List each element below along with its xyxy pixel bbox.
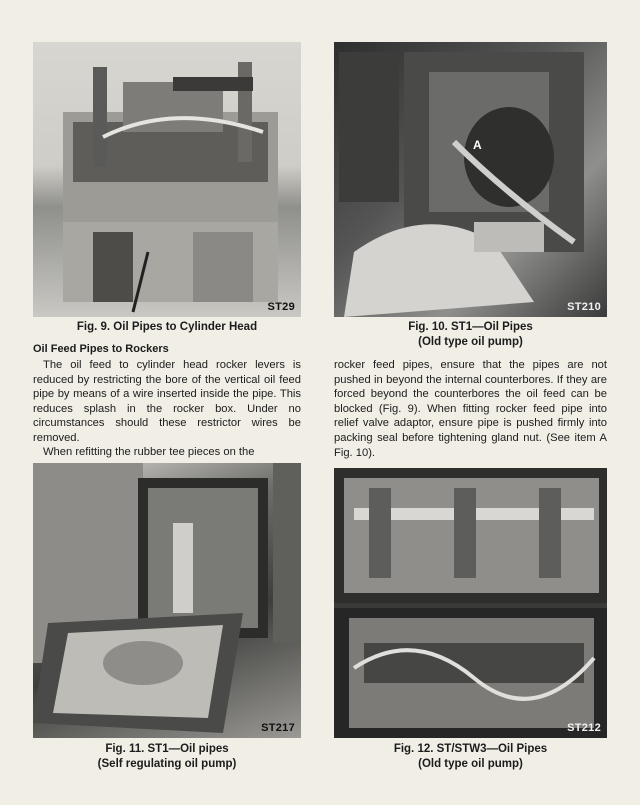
section-heading: Oil Feed Pipes to Rockers: [33, 343, 169, 355]
fig9-photo: [33, 42, 301, 317]
fig11-caption-line2: (Self regulating oil pump): [97, 758, 237, 770]
fig11-illustration: [33, 463, 301, 738]
fig9-illustration: [33, 42, 301, 317]
fig9-tag: ST29: [267, 301, 295, 313]
fig10-illustration: [334, 42, 607, 317]
fig12-tag: ST212: [567, 722, 601, 734]
fig10-caption-line1: Fig. 10. ST1—Oil Pipes: [408, 321, 533, 333]
fig11-tag: ST217: [261, 722, 295, 734]
fig12-caption-line1: Fig. 12. ST/STW3—Oil Pipes: [393, 743, 548, 755]
fig10-caption-line2: (Old type oil pump): [418, 336, 523, 348]
fig12-photo: [334, 468, 607, 738]
paragraph-1-text: The oil feed to cylinder head rocker levers is reduced by restricting the bore of the vertical oil feed pipe by means of a wire inserted inside the pipe. This reduces splash in the rocker box. Under no circumstances should these restrictor wires be removed.: [33, 359, 301, 444]
paragraph-1: [33, 358, 301, 446]
fig11-photo: [33, 463, 301, 738]
fig10-caption: [334, 320, 607, 350]
fig12-caption: [334, 742, 607, 772]
fig12-caption-line2: (Old type oil pump): [418, 758, 523, 770]
paragraph-3: [334, 358, 607, 460]
fig11-caption: [33, 742, 301, 772]
fig10-label-a: A: [473, 138, 482, 152]
fig10-photo: [334, 42, 607, 317]
paragraph-2: [33, 445, 301, 460]
fig11-caption-line1: Fig. 11. ST1—Oil pipes: [105, 743, 229, 755]
fig12-illustration: [334, 468, 607, 738]
paragraph-2-text: When refitting the rubber tee pieces on the: [43, 446, 255, 458]
fig10-tag: ST210: [567, 301, 601, 313]
paragraph-3-text: rocker feed pipes, ensure that the pipes are not pushed in beyond the internal counterbores. If they are forced beyond the counterbores the oil feed can be blocked (Fig. 9). When fitting rocker feed pipe into relief valve adaptor, ensure pipe is pushed firmly into packing seal before tightening gland nut. (See item A Fig. 10).: [334, 359, 607, 459]
fig9-caption: Fig. 9. Oil Pipes to Cylinder Head: [76, 321, 258, 333]
